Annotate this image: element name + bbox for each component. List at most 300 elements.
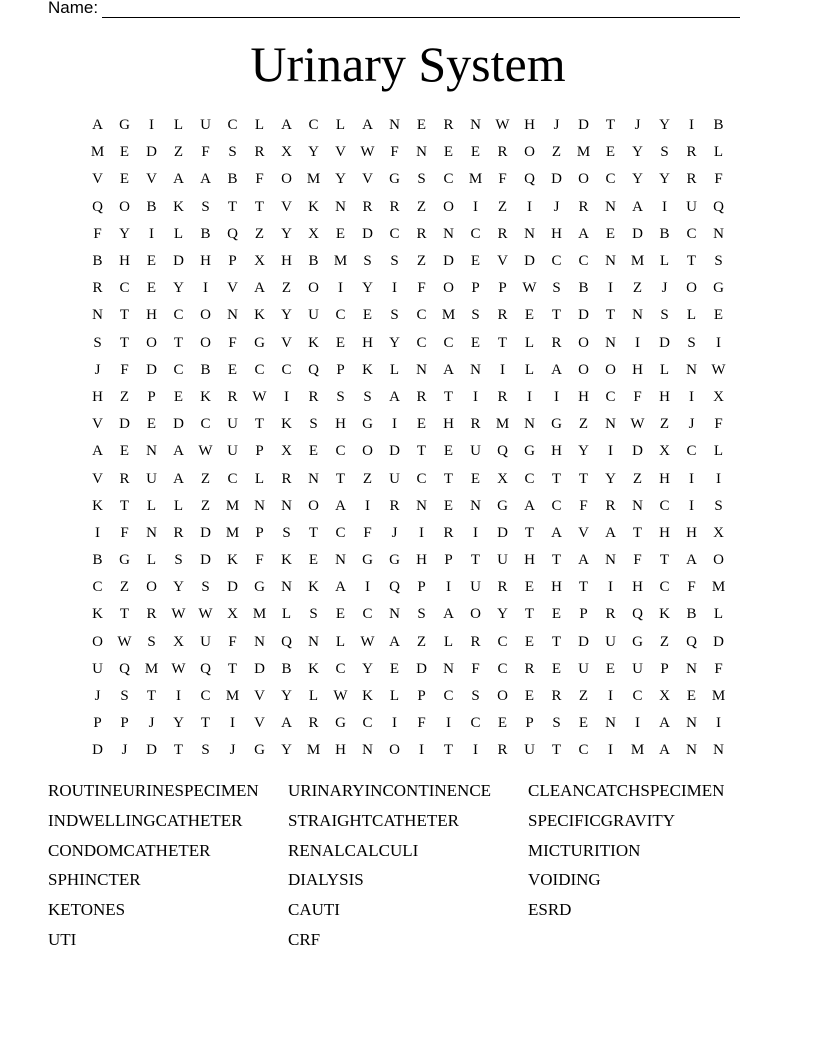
grid-letter[interactable]: H [632, 579, 643, 596]
grid-letter[interactable]: D [146, 144, 157, 161]
grid-letter[interactable]: B [92, 253, 103, 270]
grid-letter[interactable]: Q [524, 171, 535, 188]
grid-letter[interactable]: E [308, 443, 319, 460]
grid-letter[interactable]: N [281, 497, 292, 514]
grid-letter[interactable]: M [306, 742, 321, 759]
grid-letter[interactable]: T [173, 334, 184, 351]
grid-letter[interactable]: H [659, 388, 670, 405]
grid-letter[interactable]: A [551, 361, 562, 378]
grid-letter[interactable]: F [714, 416, 723, 433]
grid-letter[interactable]: C [497, 633, 508, 650]
grid-letter[interactable]: N [524, 225, 535, 242]
grid-letter[interactable]: H [146, 307, 157, 324]
grid-letter[interactable]: U [470, 579, 481, 596]
grid-letter[interactable]: T [335, 470, 346, 487]
grid-letter[interactable]: R [605, 606, 616, 623]
grid-letter[interactable]: R [686, 144, 697, 161]
grid-letter[interactable]: I [608, 280, 613, 297]
grid-letter[interactable]: J [553, 117, 560, 134]
grid-letter[interactable]: L [335, 117, 346, 134]
grid-letter[interactable]: I [608, 579, 613, 596]
grid-letter[interactable]: C [92, 579, 103, 596]
grid-letter[interactable]: R [524, 660, 535, 677]
grid-letter[interactable]: N [308, 470, 319, 487]
grid-letter[interactable]: L [713, 606, 724, 623]
grid-letter[interactable]: J [94, 688, 101, 705]
grid-letter[interactable]: Y [659, 171, 670, 188]
grid-letter[interactable]: O [470, 606, 481, 623]
grid-letter[interactable]: D [632, 225, 643, 242]
grid-letter[interactable]: Z [416, 633, 427, 650]
grid-letter[interactable]: D [200, 552, 211, 569]
grid-letter[interactable]: C [200, 416, 211, 433]
grid-letter[interactable]: I [689, 497, 694, 514]
grid-letter[interactable]: P [498, 280, 507, 297]
grid-letter[interactable]: R [497, 742, 508, 759]
grid-letter[interactable]: P [471, 280, 480, 297]
grid-letter[interactable]: G [254, 334, 265, 351]
grid-letter[interactable]: U [497, 552, 508, 569]
grid-letter[interactable]: J [148, 715, 155, 732]
grid-letter[interactable]: N [605, 416, 616, 433]
grid-letter[interactable]: K [200, 388, 211, 405]
grid-letter[interactable]: C [443, 688, 454, 705]
grid-letter[interactable]: E [686, 688, 697, 705]
grid-letter[interactable]: I [500, 361, 505, 378]
grid-letter[interactable]: N [632, 307, 643, 324]
grid-letter[interactable]: A [335, 497, 346, 514]
grid-letter[interactable]: Q [92, 198, 103, 215]
grid-letter[interactable]: I [392, 715, 397, 732]
grid-letter[interactable]: D [173, 416, 184, 433]
grid-letter[interactable]: A [335, 579, 346, 596]
grid-letter[interactable]: C [173, 361, 184, 378]
grid-letter[interactable]: N [335, 552, 346, 569]
grid-letter[interactable]: R [686, 171, 697, 188]
grid-letter[interactable]: I [689, 388, 694, 405]
grid-letter[interactable]: R [497, 144, 508, 161]
grid-letter[interactable]: F [579, 497, 588, 514]
grid-letter[interactable]: D [578, 633, 589, 650]
grid-letter[interactable]: B [308, 253, 319, 270]
grid-letter[interactable]: H [335, 742, 346, 759]
grid-letter[interactable]: E [443, 443, 454, 460]
grid-letter[interactable]: A [389, 633, 400, 650]
grid-letter[interactable]: V [335, 144, 346, 161]
grid-letter[interactable]: L [335, 633, 346, 650]
grid-letter[interactable]: K [173, 198, 184, 215]
grid-letter[interactable]: L [173, 497, 184, 514]
grid-letter[interactable]: A [173, 171, 184, 188]
grid-letter[interactable]: C [443, 334, 454, 351]
grid-letter[interactable]: V [146, 171, 157, 188]
grid-letter[interactable]: D [119, 416, 130, 433]
grid-letter[interactable]: A [281, 715, 292, 732]
grid-letter[interactable]: F [255, 552, 264, 569]
grid-letter[interactable]: Z [416, 253, 427, 270]
grid-letter[interactable]: Z [632, 470, 643, 487]
grid-letter[interactable]: K [254, 307, 265, 324]
grid-letter[interactable]: C [227, 117, 238, 134]
grid-letter[interactable]: D [146, 742, 157, 759]
grid-letter[interactable]: M [630, 253, 645, 270]
grid-letter[interactable]: C [605, 171, 616, 188]
grid-letter[interactable]: T [659, 552, 670, 569]
grid-letter[interactable]: F [687, 579, 696, 596]
grid-letter[interactable]: N [605, 198, 616, 215]
grid-letter[interactable]: O [443, 198, 454, 215]
grid-letter[interactable]: S [660, 307, 669, 324]
grid-letter[interactable]: H [281, 253, 292, 270]
grid-letter[interactable]: E [605, 660, 616, 677]
grid-letter[interactable]: Y [308, 144, 319, 161]
grid-letter[interactable]: D [173, 253, 184, 270]
grid-letter[interactable]: A [389, 388, 400, 405]
grid-letter[interactable]: T [524, 524, 535, 541]
grid-letter[interactable]: R [254, 144, 265, 161]
grid-letter[interactable]: I [716, 715, 721, 732]
grid-letter[interactable]: I [608, 443, 613, 460]
grid-letter[interactable]: U [200, 117, 211, 134]
grid-letter[interactable]: M [225, 688, 240, 705]
grid-letter[interactable]: I [473, 388, 478, 405]
grid-letter[interactable]: D [362, 225, 373, 242]
grid-letter[interactable]: V [92, 416, 103, 433]
grid-letter[interactable]: V [254, 688, 265, 705]
grid-letter[interactable]: Y [578, 443, 589, 460]
grid-letter[interactable]: I [608, 688, 613, 705]
grid-letter[interactable]: D [497, 524, 508, 541]
grid-letter[interactable]: Q [389, 579, 400, 596]
grid-letter[interactable]: Y [362, 660, 373, 677]
grid-letter[interactable]: O [524, 144, 535, 161]
grid-letter[interactable]: T [146, 688, 157, 705]
grid-letter[interactable]: C [335, 660, 346, 677]
grid-letter[interactable]: R [497, 388, 508, 405]
grid-letter[interactable]: O [578, 171, 589, 188]
grid-letter[interactable]: W [198, 606, 213, 623]
grid-letter[interactable]: T [686, 253, 697, 270]
grid-letter[interactable]: A [92, 117, 103, 134]
grid-letter[interactable]: E [335, 334, 346, 351]
name-blank-line[interactable] [102, 1, 740, 18]
grid-letter[interactable]: U [146, 470, 157, 487]
grid-letter[interactable]: U [227, 416, 238, 433]
grid-letter[interactable]: R [173, 524, 184, 541]
grid-letter[interactable]: T [605, 117, 616, 134]
grid-letter[interactable]: A [362, 117, 373, 134]
grid-letter[interactable]: T [632, 524, 643, 541]
grid-letter[interactable]: N [470, 497, 481, 514]
grid-letter[interactable]: G [254, 579, 265, 596]
grid-letter[interactable]: C [470, 715, 481, 732]
grid-letter[interactable]: N [389, 117, 400, 134]
grid-letter[interactable]: C [389, 225, 400, 242]
grid-letter[interactable]: W [171, 660, 186, 677]
grid-letter[interactable]: T [173, 742, 184, 759]
grid-letter[interactable]: D [146, 361, 157, 378]
grid-letter[interactable]: H [524, 117, 535, 134]
grid-letter[interactable]: T [200, 715, 211, 732]
grid-letter[interactable]: W [117, 633, 132, 650]
grid-letter[interactable]: Z [578, 688, 589, 705]
grid-letter[interactable]: I [716, 334, 721, 351]
grid-letter[interactable]: K [308, 334, 319, 351]
grid-letter[interactable]: R [605, 497, 616, 514]
grid-letter[interactable]: N [443, 225, 454, 242]
grid-letter[interactable]: Y [605, 470, 616, 487]
grid-letter[interactable]: C [119, 280, 130, 297]
grid-letter[interactable]: E [416, 117, 427, 134]
grid-letter[interactable]: T [497, 334, 508, 351]
grid-letter[interactable]: T [416, 443, 427, 460]
grid-letter[interactable]: I [716, 470, 721, 487]
grid-letter[interactable]: H [335, 416, 346, 433]
grid-letter[interactable]: X [281, 144, 292, 161]
grid-letter[interactable]: U [200, 633, 211, 650]
grid-letter[interactable]: J [688, 416, 695, 433]
grid-letter[interactable]: F [471, 660, 480, 677]
grid-letter[interactable]: I [608, 742, 613, 759]
grid-letter[interactable]: I [230, 715, 235, 732]
grid-letter[interactable]: M [630, 742, 645, 759]
grid-letter[interactable]: W [630, 416, 645, 433]
grid-letter[interactable]: P [255, 524, 264, 541]
grid-letter[interactable]: M [225, 497, 240, 514]
grid-letter[interactable]: N [254, 497, 265, 514]
grid-letter[interactable]: D [389, 443, 400, 460]
grid-letter[interactable]: A [200, 171, 211, 188]
grid-letter[interactable]: N [443, 660, 454, 677]
grid-letter[interactable]: Z [497, 198, 508, 215]
grid-letter[interactable]: V [254, 715, 265, 732]
grid-letter[interactable]: I [689, 470, 694, 487]
grid-letter[interactable]: C [362, 715, 373, 732]
grid-letter[interactable]: B [578, 280, 589, 297]
grid-letter[interactable]: H [578, 388, 589, 405]
grid-letter[interactable]: J [661, 280, 668, 297]
grid-letter[interactable]: A [281, 117, 292, 134]
grid-letter[interactable]: S [471, 307, 480, 324]
grid-letter[interactable]: O [389, 742, 400, 759]
grid-letter[interactable]: R [308, 715, 319, 732]
grid-letter[interactable]: N [686, 660, 697, 677]
grid-letter[interactable]: T [227, 660, 238, 677]
grid-letter[interactable]: M [333, 253, 348, 270]
grid-letter[interactable]: U [605, 633, 616, 650]
grid-letter[interactable]: A [578, 225, 589, 242]
grid-letter[interactable]: R [497, 225, 508, 242]
grid-letter[interactable]: S [363, 388, 372, 405]
grid-letter[interactable]: T [254, 198, 265, 215]
grid-letter[interactable]: F [228, 633, 237, 650]
grid-letter[interactable]: N [686, 715, 697, 732]
grid-letter[interactable]: K [281, 416, 292, 433]
grid-letter[interactable]: A [254, 280, 265, 297]
grid-letter[interactable]: N [389, 606, 400, 623]
grid-letter[interactable]: N [308, 633, 319, 650]
grid-letter[interactable]: B [200, 225, 211, 242]
grid-letter[interactable]: M [441, 307, 456, 324]
grid-letter[interactable]: T [119, 334, 130, 351]
grid-letter[interactable]: C [281, 361, 292, 378]
grid-letter[interactable]: G [713, 280, 724, 297]
grid-letter[interactable]: T [551, 742, 562, 759]
grid-letter[interactable]: R [308, 388, 319, 405]
grid-letter[interactable]: C [578, 253, 589, 270]
grid-letter[interactable]: C [362, 606, 373, 623]
grid-letter[interactable]: I [419, 742, 424, 759]
grid-letter[interactable]: M [711, 579, 726, 596]
grid-letter[interactable]: D [227, 579, 238, 596]
grid-letter[interactable]: Y [281, 688, 292, 705]
grid-letter[interactable]: N [686, 742, 697, 759]
grid-letter[interactable]: F [120, 524, 129, 541]
grid-letter[interactable]: E [470, 253, 481, 270]
grid-letter[interactable]: Z [659, 633, 670, 650]
grid-letter[interactable]: T [578, 579, 589, 596]
grid-letter[interactable]: E [416, 416, 427, 433]
grid-letter[interactable]: S [417, 171, 426, 188]
grid-letter[interactable]: D [578, 117, 589, 134]
grid-letter[interactable]: R [281, 470, 292, 487]
grid-letter[interactable]: O [281, 171, 292, 188]
grid-letter[interactable]: M [252, 606, 267, 623]
grid-letter[interactable]: P [525, 715, 534, 732]
grid-letter[interactable]: D [524, 253, 535, 270]
grid-letter[interactable]: F [255, 171, 264, 188]
grid-letter[interactable]: R [416, 225, 427, 242]
grid-letter[interactable]: B [659, 225, 670, 242]
grid-letter[interactable]: Z [281, 280, 292, 297]
grid-letter[interactable]: W [495, 117, 510, 134]
grid-letter[interactable]: I [149, 225, 154, 242]
grid-letter[interactable]: M [495, 416, 510, 433]
grid-letter[interactable]: N [281, 579, 292, 596]
grid-letter[interactable]: G [119, 117, 130, 134]
grid-letter[interactable]: C [659, 497, 670, 514]
grid-letter[interactable]: I [662, 198, 667, 215]
grid-letter[interactable]: M [468, 171, 483, 188]
grid-letter[interactable]: S [93, 334, 102, 351]
grid-letter[interactable]: F [93, 225, 102, 242]
grid-letter[interactable]: C [416, 307, 427, 324]
grid-letter[interactable]: O [119, 198, 130, 215]
grid-letter[interactable]: O [146, 334, 157, 351]
grid-letter[interactable]: P [336, 361, 345, 378]
grid-letter[interactable]: J [94, 361, 101, 378]
grid-letter[interactable]: E [470, 144, 481, 161]
grid-letter[interactable]: X [659, 443, 670, 460]
grid-letter[interactable]: N [470, 117, 481, 134]
grid-letter[interactable]: I [527, 388, 532, 405]
grid-letter[interactable]: S [714, 497, 723, 514]
grid-letter[interactable]: R [443, 524, 454, 541]
grid-letter[interactable]: N [605, 253, 616, 270]
grid-letter[interactable]: X [227, 606, 238, 623]
grid-letter[interactable]: V [92, 470, 103, 487]
grid-letter[interactable]: C [335, 307, 346, 324]
grid-letter[interactable]: X [173, 633, 184, 650]
grid-letter[interactable]: O [200, 334, 211, 351]
grid-letter[interactable]: Y [632, 144, 643, 161]
grid-letter[interactable]: K [308, 198, 319, 215]
grid-letter[interactable]: O [146, 579, 157, 596]
grid-letter[interactable]: T [443, 388, 454, 405]
grid-letter[interactable]: D [92, 742, 103, 759]
grid-letter[interactable]: Q [632, 606, 643, 623]
grid-letter[interactable]: V [92, 171, 103, 188]
grid-letter[interactable]: F [417, 715, 426, 732]
grid-letter[interactable]: K [362, 688, 373, 705]
grid-letter[interactable]: S [201, 198, 210, 215]
grid-letter[interactable]: Z [200, 497, 211, 514]
grid-letter[interactable]: C [416, 470, 427, 487]
grid-letter[interactable]: N [605, 334, 616, 351]
grid-letter[interactable]: O [605, 361, 616, 378]
grid-letter[interactable]: O [308, 497, 319, 514]
grid-letter[interactable]: C [659, 579, 670, 596]
grid-letter[interactable]: C [443, 171, 454, 188]
grid-letter[interactable]: V [281, 334, 292, 351]
grid-letter[interactable]: Y [497, 606, 508, 623]
grid-letter[interactable]: O [92, 633, 103, 650]
grid-letter[interactable]: C [524, 470, 535, 487]
grid-letter[interactable]: X [281, 443, 292, 460]
grid-letter[interactable]: S [363, 253, 372, 270]
grid-letter[interactable]: X [497, 470, 508, 487]
grid-letter[interactable]: D [200, 524, 211, 541]
grid-letter[interactable]: N [416, 144, 427, 161]
grid-letter[interactable]: P [228, 253, 237, 270]
grid-letter[interactable]: R [497, 307, 508, 324]
grid-letter[interactable]: T [551, 633, 562, 650]
grid-letter[interactable]: S [552, 715, 561, 732]
grid-letter[interactable]: Q [200, 660, 211, 677]
grid-letter[interactable]: I [365, 497, 370, 514]
grid-letter[interactable]: V [362, 171, 373, 188]
grid-letter[interactable]: T [524, 606, 535, 623]
grid-letter[interactable]: U [632, 660, 643, 677]
grid-letter[interactable]: I [392, 416, 397, 433]
grid-letter[interactable]: E [146, 253, 157, 270]
grid-letter[interactable]: D [632, 443, 643, 460]
grid-letter[interactable]: U [389, 470, 400, 487]
grid-letter[interactable]: A [578, 552, 589, 569]
grid-letter[interactable]: N [713, 225, 724, 242]
grid-letter[interactable]: A [524, 497, 535, 514]
grid-letter[interactable]: Y [281, 742, 292, 759]
grid-letter[interactable]: E [497, 715, 508, 732]
grid-letter[interactable]: I [419, 524, 424, 541]
grid-letter[interactable]: R [92, 280, 103, 297]
grid-letter[interactable]: E [578, 715, 589, 732]
grid-letter[interactable]: N [227, 307, 238, 324]
grid-letter[interactable]: R [470, 633, 481, 650]
grid-letter[interactable]: M [90, 144, 105, 161]
grid-letter[interactable]: T [551, 552, 562, 569]
grid-letter[interactable]: R [443, 117, 454, 134]
grid-letter[interactable]: V [497, 253, 508, 270]
grid-letter[interactable]: T [443, 470, 454, 487]
grid-letter[interactable]: U [578, 660, 589, 677]
grid-letter[interactable]: P [147, 388, 156, 405]
grid-letter[interactable]: T [119, 307, 130, 324]
grid-letter[interactable]: H [416, 552, 427, 569]
grid-letter[interactable]: L [524, 334, 535, 351]
grid-letter[interactable]: X [713, 388, 724, 405]
grid-letter[interactable]: E [362, 307, 373, 324]
